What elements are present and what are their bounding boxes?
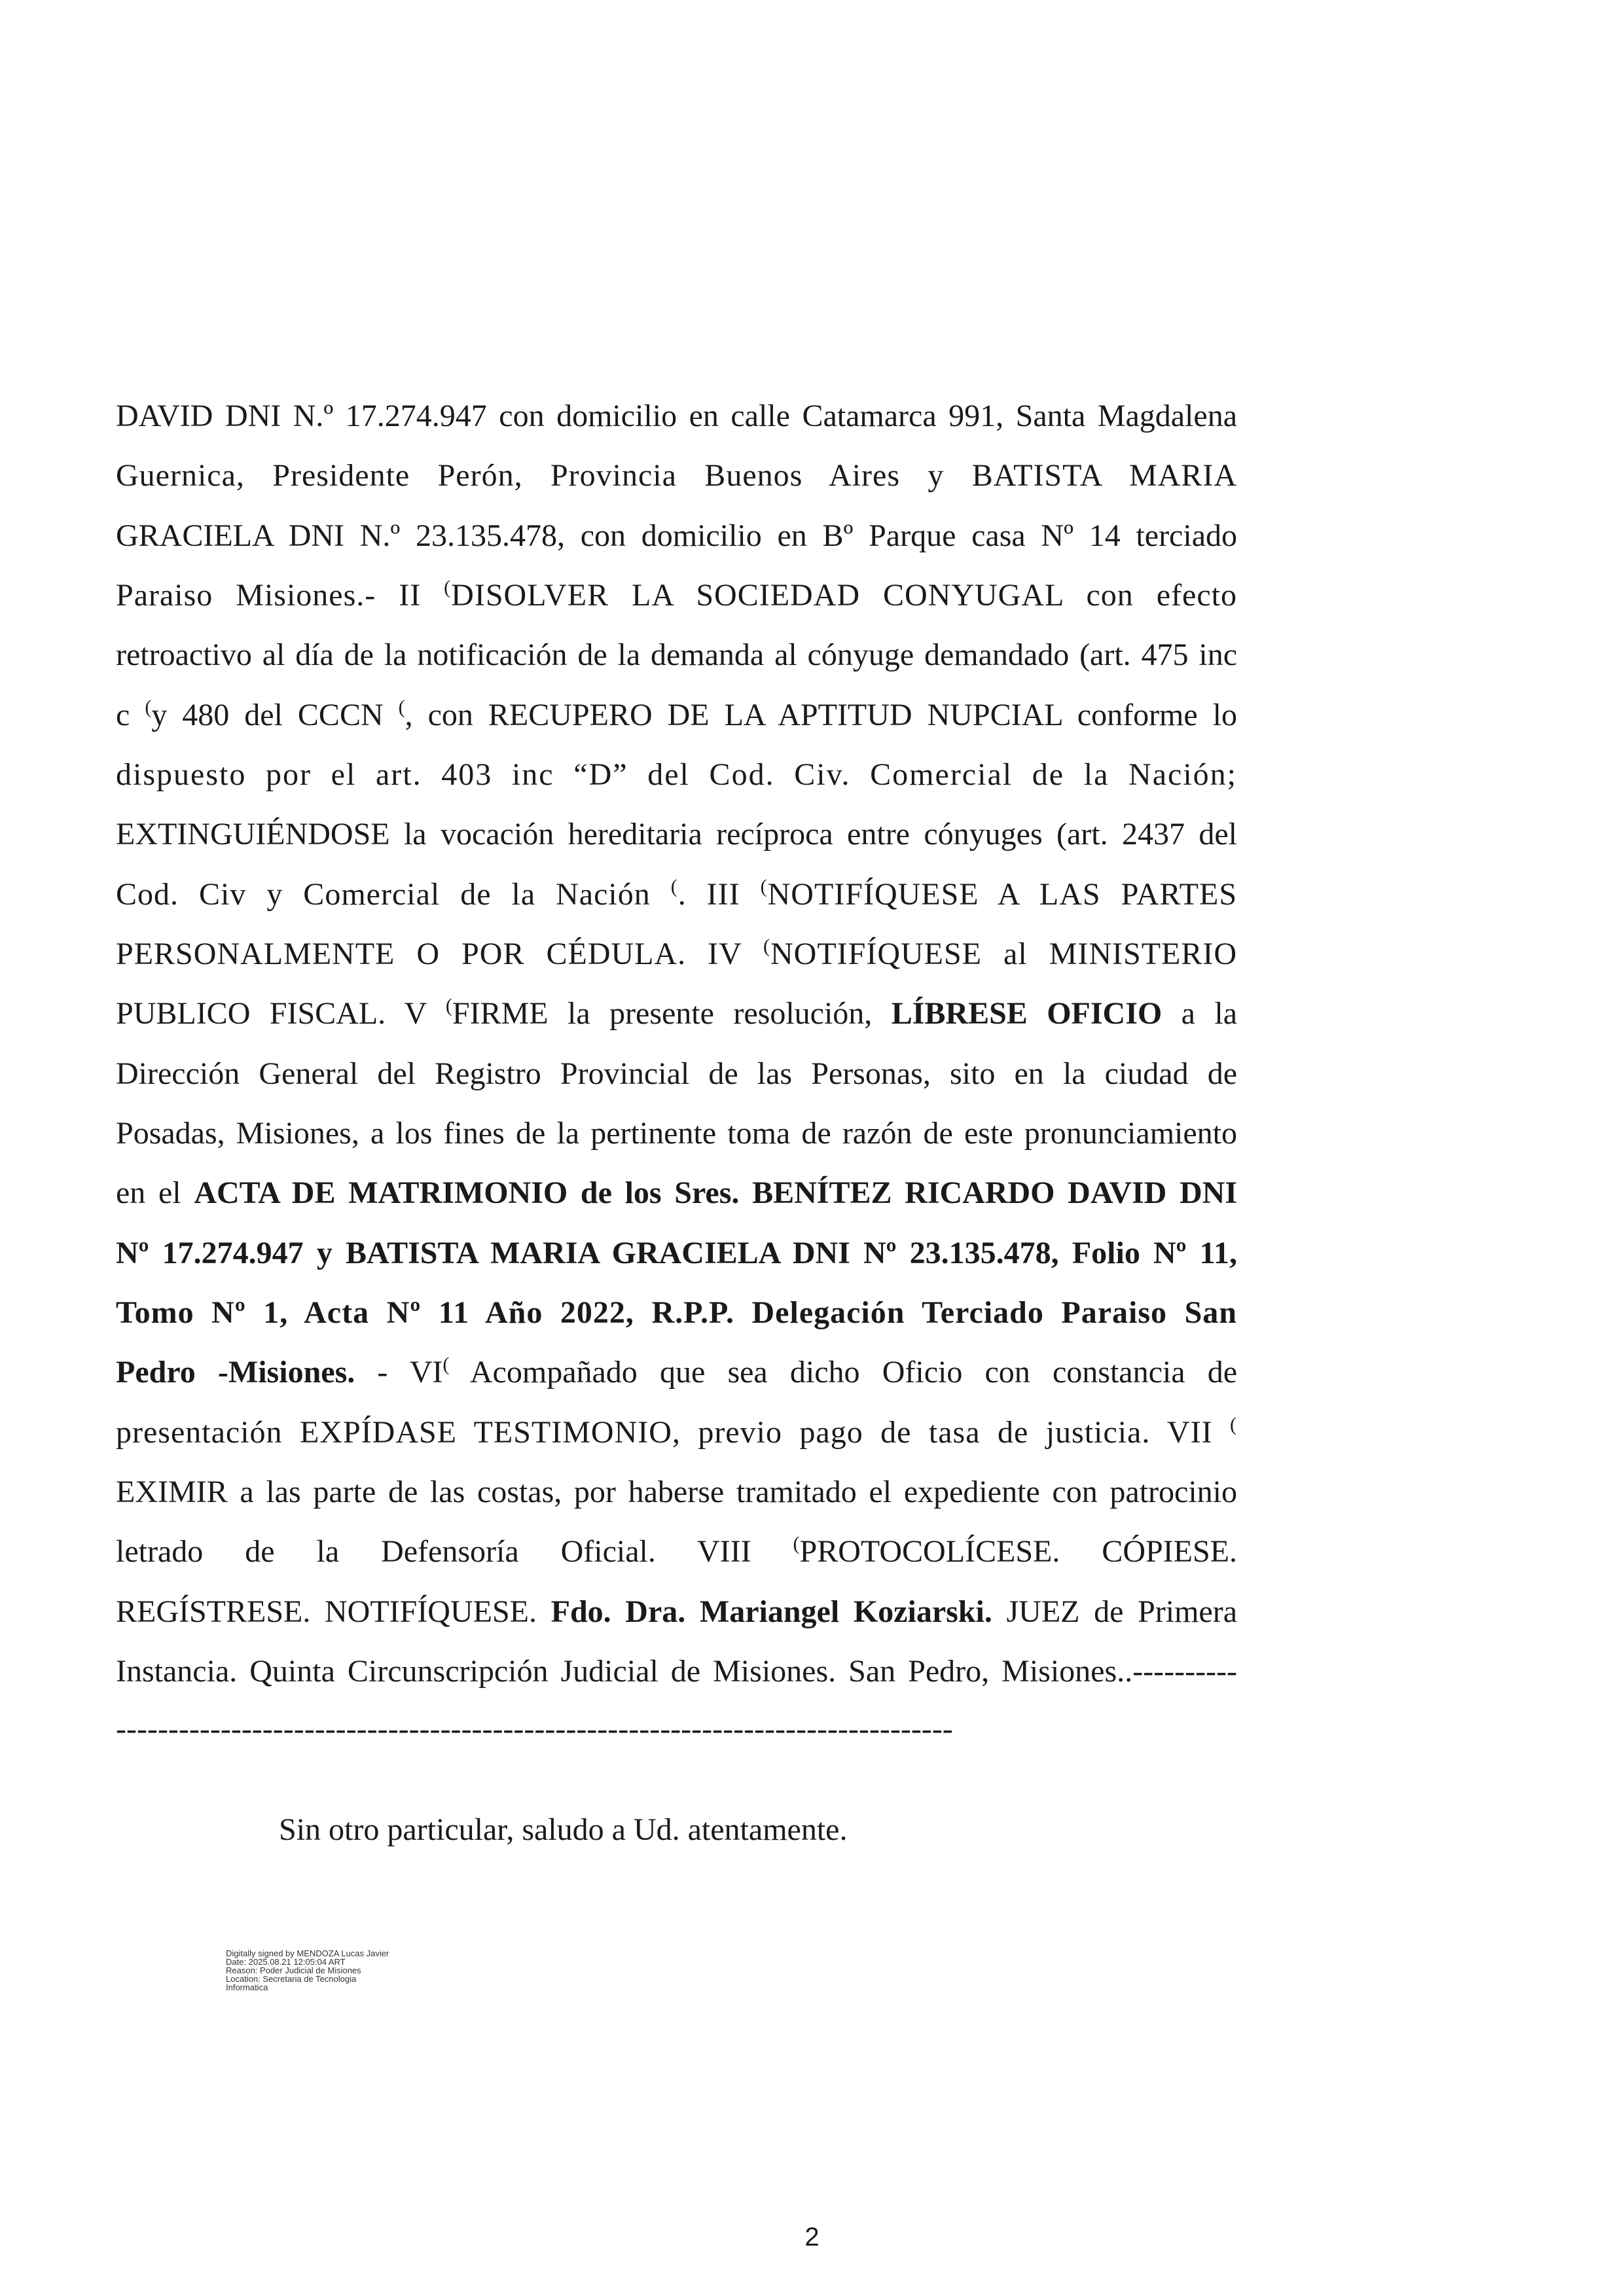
bold-segment: Nº 17.274.947 y BATISTA MARIA GRACIELA DNI Nº 23.135.478, Folio Nº 11, — [116, 1236, 1237, 1270]
text-line — [116, 1234, 1237, 1273]
text-line — [116, 456, 1237, 495]
text-segment: Posadas, Misiones, a los fines de la pertinente toma de razón de este pronunciamiento — [116, 1116, 1237, 1151]
bold-segment: Pedro -Misiones. — [116, 1355, 355, 1390]
signature-line: Informatica — [226, 1982, 268, 1992]
text-segment: GRACIELA DNI N.º 23.135.478, con domicilio en Bº Parque casa Nº 14 terciado — [116, 518, 1237, 553]
text-line — [116, 696, 1237, 735]
text-segment: DAVID DNI N.º 17.274.947 con domicilio en calle Catamarca 991, Santa Magdalena — [116, 399, 1237, 433]
text-line — [116, 935, 1237, 974]
text-segment: - VI — [377, 1355, 443, 1390]
text-line — [116, 397, 1237, 436]
paren-mark: ( — [793, 1533, 800, 1554]
signature-line: Digitally signed by MENDOZA Lucas Javier — [226, 1948, 389, 1958]
bold-segment: LÍBRESE OFICIO — [891, 996, 1163, 1031]
dash-line: -------------------------------------------------------------------------------- — [116, 1712, 953, 1746]
text-segment: REGÍSTRESE. NOTIFÍQUESE. — [116, 1594, 537, 1629]
text-segment: Instancia. Quinta Circunscripción Judicial de Misiones. San Pedro, Misiones..---------- — [116, 1654, 1237, 1689]
text-line — [116, 1054, 1237, 1094]
text-line — [116, 755, 1237, 795]
signature-line: Reason: Poder Judicial de Misiones — [226, 1965, 361, 1975]
paren-mark: ( — [670, 876, 678, 897]
text-segment: , con RECUPERO DE LA APTITUD NUPCIAL conforme lo — [405, 698, 1238, 732]
text-segment: Paraiso Misiones.- II — [116, 578, 422, 613]
text-segment: y 480 del CCCN — [151, 698, 384, 732]
bold-segment: Tomo Nº 1, Acta Nº 11 Año 2022, R.P.P. Delegación Terciado Paraiso San — [116, 1295, 1237, 1330]
text-line — [116, 1174, 1237, 1213]
text-segment: c — [116, 698, 130, 732]
text-line — [116, 994, 1237, 1033]
text-segment: en el — [116, 1175, 181, 1210]
page-number: 2 — [804, 2223, 820, 2251]
text-segment: Cod. Civ y Comercial de la Nación — [116, 877, 651, 912]
paren-mark: ( — [763, 935, 771, 957]
text-line — [116, 1710, 1237, 1749]
text-segment: EXTINGUIÉNDOSE la vocación hereditaria recíproca entre cónyuges (art. 2437 del — [116, 817, 1237, 852]
text-segment: EXIMIR a las parte de las costas, por haberse tramitado el expediente con patrocinio — [116, 1475, 1237, 1509]
text-segment: Dirección General del Registro Provincial de las Personas, sito en la ciudad de — [116, 1056, 1237, 1091]
text-line — [116, 815, 1237, 854]
text-segment: Acompañado que sea dicho Oficio con constancia de — [469, 1355, 1238, 1390]
text-segment: . III — [677, 877, 740, 912]
text-segment: letrado de la Defensoría Oficial. VIII — [116, 1534, 751, 1569]
paren-mark: ( — [445, 995, 452, 1016]
paren-mark: ( — [145, 696, 152, 718]
text-line — [116, 1353, 1237, 1392]
text-segment: dispuesto por el art. 403 inc “D” del Cod. Civ. Comercial de la Nación; — [116, 757, 1237, 792]
text-segment: a la — [1181, 996, 1238, 1031]
text-segment: presentación EXPÍDASE TESTIMONIO, previo pago de tasa de justicia. VII — [116, 1415, 1213, 1450]
signature-line: Location: Secretaria de Tecnologia — [226, 1974, 357, 1984]
text-segment: Guernica, Presidente Perón, Provincia Buenos Aires y BATISTA MARIA — [116, 458, 1237, 493]
text-segment: PROTOCOLÍCESE. CÓPIESE. — [799, 1534, 1237, 1569]
signature-line: Date: 2025.08.21 12:05:04 ART — [226, 1957, 346, 1967]
bold-segment: Fdo. Dra. Mariangel Koziarski. — [550, 1594, 992, 1629]
text-line — [116, 875, 1237, 914]
text-line — [116, 1592, 1237, 1632]
text-line — [116, 1293, 1237, 1333]
paren-mark: ( — [398, 696, 405, 718]
text-segment: NOTIFÍQUESE al MINISTERIO — [770, 937, 1238, 971]
bold-segment: ACTA DE MATRIMONIO de los Sres. BENÍTEZ RICARDO DAVID DNI — [194, 1175, 1238, 1210]
text-line — [116, 1652, 1237, 1691]
text-segment: NOTIFÍQUESE A LAS PARTES — [767, 877, 1238, 912]
text-line — [116, 1413, 1237, 1452]
digital-signature — [226, 1949, 389, 1992]
text-line — [116, 1473, 1237, 1512]
paren-mark: ( — [442, 1354, 450, 1375]
text-segment: JUEZ de Primera — [1006, 1594, 1238, 1629]
closing-salutation: Sin otro particular, saludo a Ud. atentamente. — [279, 1812, 848, 1847]
text-segment: PERSONALMENTE O POR CÉDULA. IV — [116, 937, 742, 971]
text-line — [116, 636, 1237, 675]
text-line — [116, 516, 1237, 556]
paren-mark: ( — [760, 876, 768, 897]
text-line — [116, 1114, 1237, 1153]
text-line — [116, 576, 1237, 615]
text-line — [116, 1532, 1237, 1571]
text-segment: DISOLVER LA SOCIEDAD CONYUGAL con efecto — [451, 578, 1237, 613]
text-segment: FIRME la presente resolución, — [452, 996, 873, 1031]
paren-mark: ( — [444, 577, 452, 598]
paren-mark: ( — [1230, 1414, 1238, 1435]
text-segment: retroactivo al día de la notificación de la demanda al cónyuge demandado (art. 475 inc — [116, 637, 1237, 672]
text-segment: PUBLICO FISCAL. V — [116, 996, 427, 1031]
